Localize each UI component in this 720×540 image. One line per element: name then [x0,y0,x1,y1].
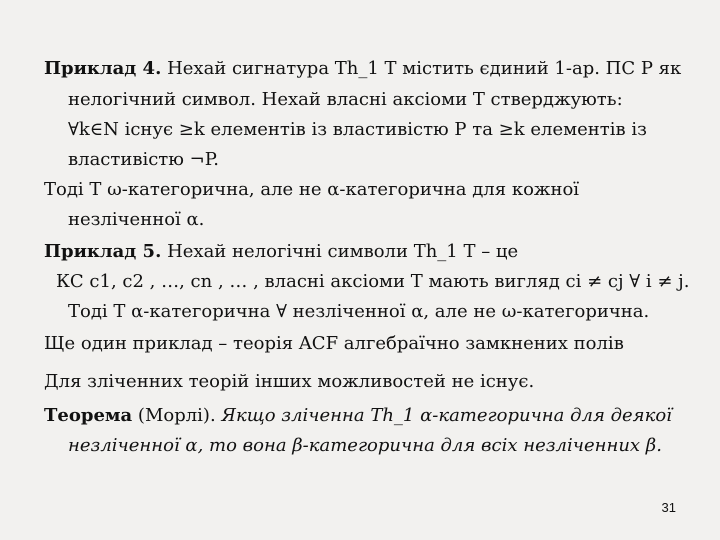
conclusion-line-1: Тоді T ω-категорична, але не α-категорична для кожної [44,179,580,200]
example-4-line-3: ∀k∈N існує ≥k елементів із властивістю P та ≥k елементів із [68,119,647,140]
example-4-text-1: Нехай сигнатура Th_1 T містить єдиний 1-ар. ПС P як [161,58,682,79]
example-4-line-2: нелогічний символ. Нехай власні аксіоми T стверджують: [68,89,623,110]
theorem-line-1 [44,405,694,427]
page-number: 31 [661,500,676,515]
theorem-author: (Морлі). [132,405,222,426]
conclusion-line-2: незліченної α. [68,209,205,230]
example-4-line-4: властивістю ¬P. [68,149,219,170]
example-5-title: Приклад 5. [44,241,162,262]
theorem-text-1: Якщо зліченна Th_1 α-категорична для деякої [221,405,672,426]
example-5-line-2: КС c1, c2 , …, cn , … , власні аксіоми T мають вигляд ci ≠ cj ∀ i ≠ j. [56,271,690,292]
example-4-line-1 [44,58,694,80]
theorem-title: Теорема [44,405,133,426]
countable-theories-line: Для зліченних теорій інших можливостей не існує. [44,371,535,392]
acf-example-line: Ще один приклад – теорія ACF алгебраїчно замкнених полів [44,333,624,354]
example-5-line-3: Тоді T α-категорична ∀ незліченної α, але не ω-категорична. [68,301,650,322]
example-5-line-1 [44,241,694,263]
theorem-line-2: незліченної α, то вона β-категорична для всіх незліченних β. [68,435,662,456]
example-4-title: Приклад 4. [44,58,162,79]
example-5-text-1: Нехай нелогічні символи Th_1 T – це [161,241,519,262]
